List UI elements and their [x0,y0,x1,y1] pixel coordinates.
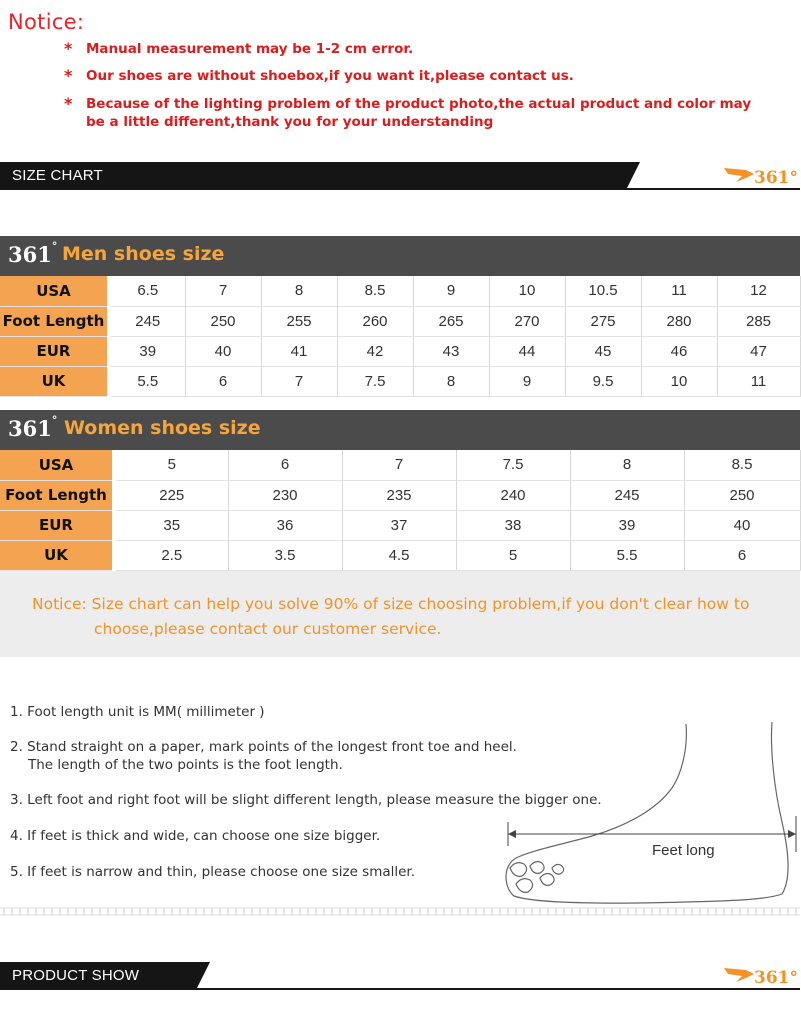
size-cell: 39 [109,336,185,366]
tip-line: Notice: Size chart can help you solve 90% of size choosing problem,if you don't clear how to [32,595,750,613]
size-cell: 8.5 [337,276,413,306]
size-cell: 7 [185,276,261,306]
size-cell: 245 [109,306,185,336]
row-header: USA [0,450,114,480]
size-cell: 36 [228,510,342,540]
table-row [0,276,800,306]
row-header: EUR [0,510,114,540]
women-section-title: Women shoes size [64,417,261,439]
size-cell: 10 [489,276,565,306]
notice-item [64,95,766,131]
size-cell: 6 [185,366,261,396]
instruction-item: 1. Foot length unit is MM( millimeter ) [10,704,265,720]
brand-logo-icon [724,963,798,988]
size-cell: 43 [413,336,489,366]
notice-item-text: Our shoes are without shoebox,if you want it,please contact us. [86,68,574,84]
instruction-item: 2. Stand straight on a paper, mark points of the longest front toe and heel. [10,739,517,755]
star-icon: * [64,39,73,58]
size-cell: 35 [114,510,228,540]
table-row [0,336,800,366]
row-header: UK [0,366,109,396]
instruction-item: 3. Left foot and right foot will be slight different length, please measure the bigger one. [10,792,602,808]
size-cell: 42 [337,336,413,366]
table-row [0,306,800,336]
size-cell: 40 [185,336,261,366]
size-cell: 7 [261,366,337,396]
size-cell: 7.5 [337,366,413,396]
size-cell: 6.5 [109,276,185,306]
size-cell: 9.5 [565,366,641,396]
product-show-banner [0,962,800,990]
size-tip-text [32,592,792,642]
size-cell: 280 [641,306,717,336]
table-row [0,366,800,396]
table-row [0,480,800,510]
men-section-title: Men shoes size [62,243,225,265]
row-header: EUR [0,336,109,366]
ruler-strip [0,900,800,916]
logo-text: 361° [754,168,798,188]
size-cell: 45 [565,336,641,366]
size-cell: 11 [717,366,800,396]
size-cell: 250 [185,306,261,336]
tip-line: choose,please contact our customer service. [94,620,442,638]
men-section-header [0,236,800,276]
size-cell: 40 [684,510,800,540]
notice-title: Notice: [8,10,85,34]
notice-item-text: Because of the lighting problem of the product photo,the actual product and color may be a little different,thank you for your understanding [86,96,752,130]
size-cell: 8 [413,366,489,396]
size-cell: 6 [684,540,800,570]
size-cell: 47 [717,336,800,366]
women-section-header [0,410,800,450]
size-cell: 5 [456,540,570,570]
size-cell: 5.5 [570,540,684,570]
size-cell: 225 [114,480,228,510]
size-cell: 8.5 [684,450,800,480]
size-cell: 37 [342,510,456,540]
star-icon: * [64,66,73,85]
size-cell: 10 [641,366,717,396]
size-cell: 41 [261,336,337,366]
notice-item [64,40,766,58]
brand-logo-icon [724,163,798,188]
size-cell: 270 [489,306,565,336]
size-cell: 235 [342,480,456,510]
size-cell: 10.5 [565,276,641,306]
size-cell: 4.5 [342,540,456,570]
men-size-table [0,276,801,397]
foot-measure-illustration [496,718,800,906]
table-row [0,540,800,570]
brand-mark: 361° [8,414,58,441]
women-size-table [0,450,801,571]
size-cell: 6 [228,450,342,480]
size-cell: 230 [228,480,342,510]
size-cell: 44 [489,336,565,366]
size-cell: 255 [261,306,337,336]
size-cell: 7.5 [456,450,570,480]
star-icon: * [64,94,73,113]
size-cell: 260 [337,306,413,336]
size-chart-banner [0,162,800,190]
instruction-item: The length of the two points is the foot length. [28,757,343,773]
size-tip-box [0,571,800,657]
notice-item-text: Manual measurement may be 1-2 cm error. [86,41,414,57]
size-cell: 250 [684,480,800,510]
size-cell: 5 [114,450,228,480]
size-cell: 245 [570,480,684,510]
feet-long-label: Feet long [652,842,715,859]
size-cell: 38 [456,510,570,540]
size-cell: 2.5 [114,540,228,570]
size-cell: 12 [717,276,800,306]
size-cell: 8 [261,276,337,306]
size-cell: 9 [413,276,489,306]
banner-label: SIZE CHART [12,167,103,184]
row-header: USA [0,276,109,306]
instruction-item: 5. If feet is narrow and thin, please choose one size smaller. [10,864,416,880]
size-cell: 46 [641,336,717,366]
brand-mark: 361° [8,240,58,267]
size-cell: 285 [717,306,800,336]
size-cell: 265 [413,306,489,336]
size-cell: 240 [456,480,570,510]
banner-label: PRODUCT SHOW [12,967,140,984]
size-cell: 3.5 [228,540,342,570]
size-cell: 39 [570,510,684,540]
notice-item [64,67,766,85]
table-row [0,510,800,540]
size-cell: 11 [641,276,717,306]
size-cell: 7 [342,450,456,480]
table-row [0,450,800,480]
size-cell: 5.5 [109,366,185,396]
instruction-item: 4. If feet is thick and wide, can choose one size bigger. [10,828,381,844]
size-cell: 8 [570,450,684,480]
row-header: UK [0,540,114,570]
size-cell: 275 [565,306,641,336]
row-header: Foot Length [0,306,109,336]
row-header: Foot Length [0,480,114,510]
size-cell: 9 [489,366,565,396]
logo-text: 361° [754,968,798,988]
